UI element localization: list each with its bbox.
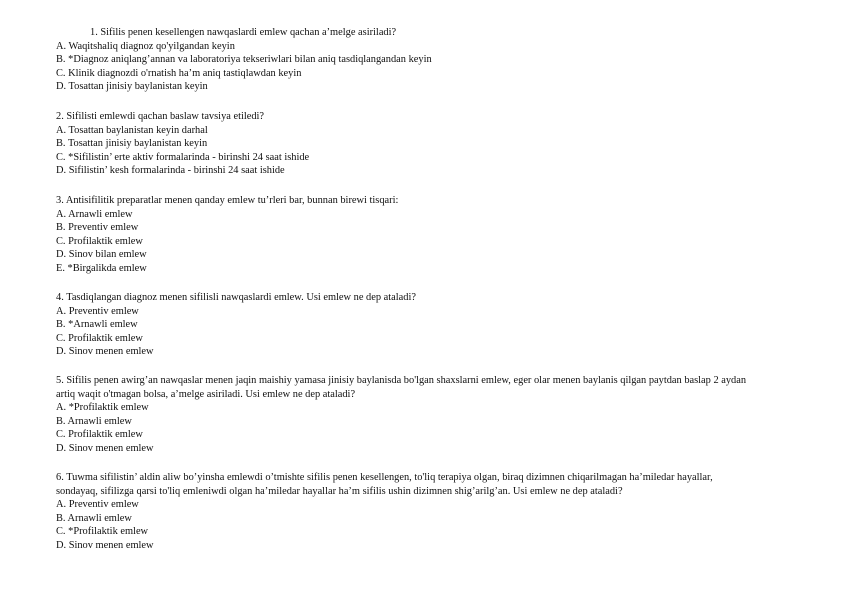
option-a: A. Arnawli emlew <box>56 208 133 220</box>
option-c: C. Profilaktik emlew <box>56 429 143 441</box>
option-c: C. Profilaktik emlew <box>56 332 143 344</box>
question-4 <box>56 291 756 359</box>
option-b: B. *Diagnoz aniqlang’annan va laboratoriya tekseriwlari bilan aniq tasdiqlangandan keyin <box>56 54 432 66</box>
question-6 <box>56 471 756 553</box>
option-b: B. Preventiv emlew <box>56 222 139 234</box>
option-d: D. Sinov menen emlew <box>56 539 154 551</box>
option-d: D. Tosattan jinisiy baylanistan keyin <box>56 81 208 93</box>
option-d: D. Sinov bilan emlew <box>56 249 147 261</box>
option-a: A. Tosattan baylanistan keyin darhal <box>56 124 208 136</box>
option-b: B. Arnawli emlew <box>56 415 132 427</box>
question-stem: 2. Sifilisti emlewdi qachan baslaw tavsiya etiledi? <box>56 111 265 122</box>
option-a: A. Waqitshaliq diagnoz qo'yilgandan keyin <box>56 40 235 52</box>
option-d: D. Sinov menen emlew <box>56 346 154 358</box>
question-2 <box>56 110 756 178</box>
question-stem: 5. Sifilis penen awirg’an nawqaslar menen jaqin maishiy yamasa jinisiy baylanisda bo'lgan shaxslarni emlew, eger olar menen baylanis qilgan paytdan baslap 2 aydan artiq waqit o'tmagan bolsa, a’melge asiriladi. Usi emlew ne dep ataladi? <box>56 375 747 400</box>
option-e: E. *Birgalikda emlew <box>56 262 147 274</box>
question-5 <box>56 374 756 456</box>
option-c: C. *Sifilistin’ erte aktiv formalarinda - birinshi 24 saat ishide <box>56 151 310 163</box>
option-d: D. Sinov menen emlew <box>56 442 154 454</box>
option-c: C. Klinik diagnozdi o'rnatish ha’m aniq tastiqlawdan keyin <box>56 67 302 79</box>
option-b: B. Arnawli emlew <box>56 512 132 524</box>
question-stem: 3. Antisifilitik preparatlar menen qanday emlew tu’rleri bar, bunnan birewi tisqari: <box>56 195 399 206</box>
question-1 <box>56 26 756 94</box>
question-stem: 6. Tuwma sifilistin’ aldin aliw bo’yinsha emlewdi o’tmishte sifilis penen kesellengen, to'liq terapiya olgan, biraq dizimnen chiqarilmagan ha’miledar hayallar, sondayaq, sifilizga qarsi to'liq emleniwdi olgan ha’miledar hayallar ha’m sifilis ushin dizimnen shig’arilg’an. Usi emlew ne dep ataladi? <box>56 472 713 497</box>
option-b: B. Tosattan jinisiy baylanistan keyin <box>56 138 208 150</box>
option-a: A. Preventiv emlew <box>56 499 139 511</box>
option-c: C. Profilaktik emlew <box>56 235 143 247</box>
question-stem: 4. Tasdiqlangan diagnoz menen sifilisli nawqaslardi emlew. Usi emlew ne dep ataladi? <box>56 292 416 303</box>
option-c: C. *Profilaktik emlew <box>56 526 149 538</box>
option-a: A. *Profilaktik emlew <box>56 402 149 414</box>
option-b: B. *Arnawli emlew <box>56 319 138 331</box>
option-d: D. Sifilistin’ kesh formalarinda - birinshi 24 saat ishide <box>56 165 285 177</box>
question-stem: 1. Sifilis penen kesellengen nawqaslardi emlew qachan a’melge asiriladi? <box>90 27 397 38</box>
question-3 <box>56 194 756 276</box>
option-a: A. Preventiv emlew <box>56 305 139 317</box>
